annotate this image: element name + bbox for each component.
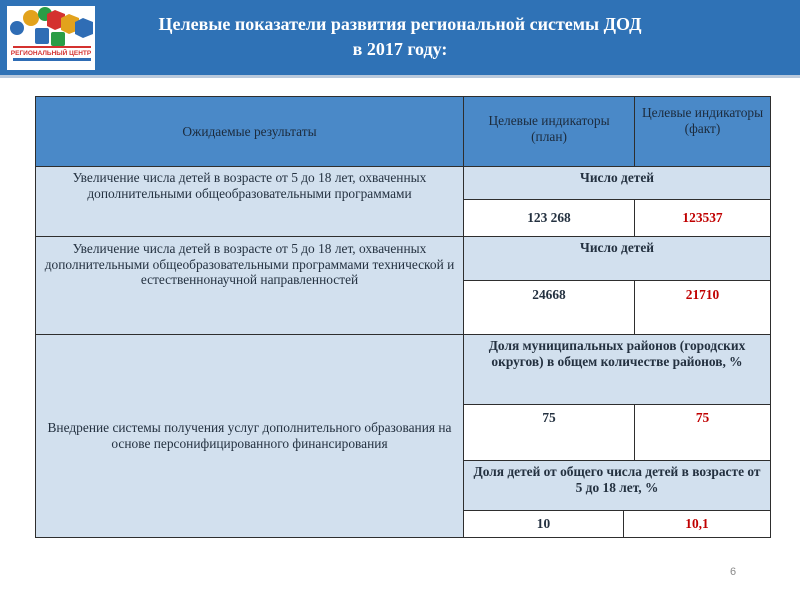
header-fact: Целевые индикаторы (факт)	[635, 97, 771, 167]
table-row	[36, 237, 771, 281]
fact-value: 123537	[635, 200, 771, 237]
table-header-row	[36, 97, 771, 167]
indicator-cell: Доля муниципальных районов (городских округов) в общем количестве районов, %	[464, 335, 771, 405]
plan-value: 75	[464, 405, 635, 461]
result-cell: Увеличение числа детей в возрасте от 5 до 18 лет, охваченных дополнительными общеобразовательными программами технической и естественнонаучной направленностей	[36, 237, 464, 335]
fact-value: 75	[635, 405, 771, 461]
regional-center-logo	[7, 6, 95, 70]
title-line-1: Целевые показатели развития региональной системы ДОД	[158, 14, 642, 34]
slide-title	[150, 12, 650, 62]
title-line-2: в 2017 году:	[352, 39, 448, 59]
plan-value: 24668	[464, 281, 635, 335]
page-number: 6	[730, 566, 737, 578]
table-row	[36, 167, 771, 200]
result-cell: Внедрение системы получения услуг дополнительного образования на основе персонифицированного финансирования	[36, 335, 464, 538]
header-plan: Целевые индикаторы (план)	[464, 97, 635, 167]
fact-value: 21710	[635, 281, 771, 335]
plan-value: 123 268	[464, 200, 635, 237]
indicators-table	[35, 96, 771, 538]
plan-value: 10	[464, 511, 624, 538]
indicator-cell: Доля детей от общего числа детей в возрасте от 5 до 18 лет, %	[464, 461, 771, 511]
indicator-cell: Число детей	[464, 237, 771, 281]
header-band	[0, 0, 800, 78]
fact-value: 10,1	[624, 511, 771, 538]
result-cell: Увеличение числа детей в возрасте от 5 до 18 лет, охваченных дополнительными общеобразовательными программами	[36, 167, 464, 237]
indicator-cell: Число детей	[464, 167, 771, 200]
logo-icon	[7, 6, 95, 70]
table-row	[36, 335, 771, 405]
svg-text:РЕГИОНАЛЬНЫЙ ЦЕНТР: РЕГИОНАЛЬНЫЙ ЦЕНТР	[10, 50, 92, 57]
header-results: Ожидаемые результаты	[36, 97, 464, 167]
